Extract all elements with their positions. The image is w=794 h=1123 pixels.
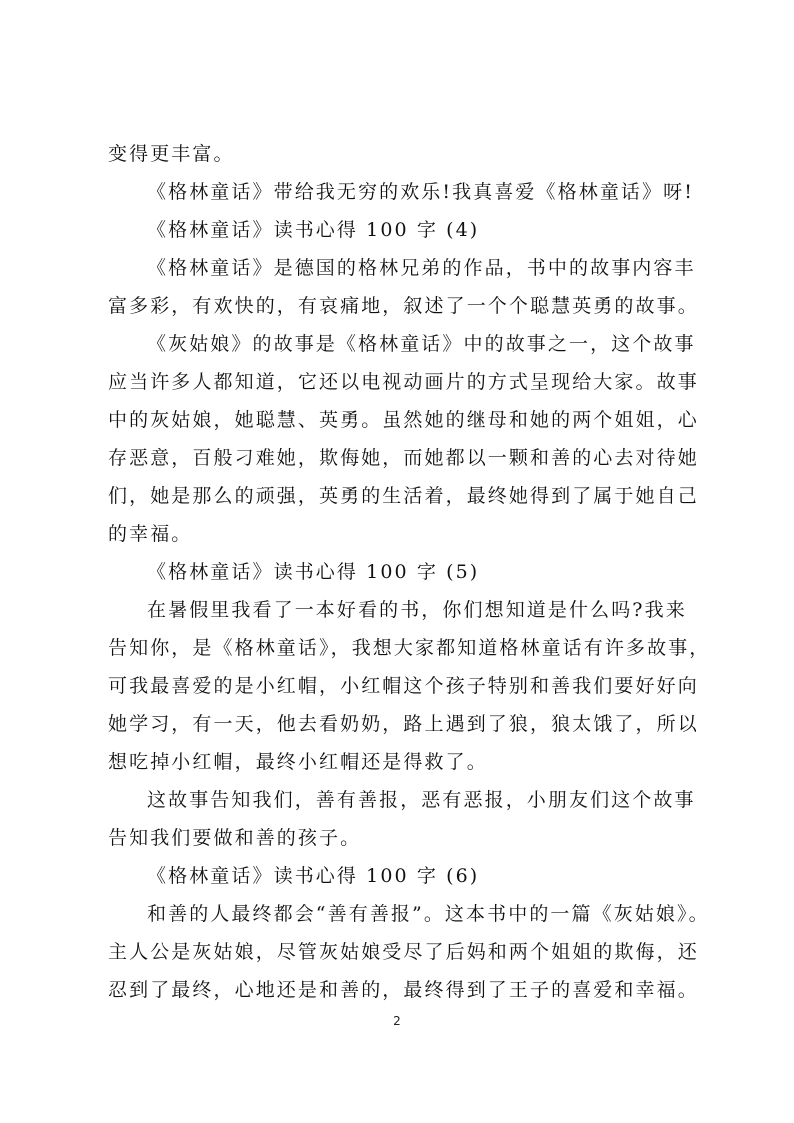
text-line: 中的灰姑娘，她聪慧、英勇。虽然她的继母和她的两个姐姐，心 (108, 409, 699, 431)
text-line: 她学习，有一天，他去看奶奶，路上遇到了狼，狼太饿了，所以 (108, 713, 699, 735)
text-line: 们，她是那么的顽强，英勇的生活着，最终她得到了属于她自己 (108, 485, 699, 507)
text-line: 变得更丰富。 (108, 143, 235, 165)
text-line: 在暑假里我看了一本好看的书，你们想知道是什么吗?我来 (147, 599, 687, 621)
text-line: 可我最喜爱的是小红帽，小红帽这个孩子特别和善我们要好好向 (108, 675, 699, 697)
section-heading: 《格林童话》读书心得 100 字 (6) (147, 865, 480, 887)
text-line: 想吃掉小红帽，最终小红帽还是得救了。 (108, 751, 488, 773)
text-line: 《格林童话》是德国的格林兄弟的作品，书中的故事内容丰 (147, 257, 696, 279)
text-line: 主人公是灰姑娘，尽管灰姑娘受尽了后妈和两个姐姐的欺侮，还 (108, 941, 699, 963)
text-line: 《格林童话》带给我无穷的欢乐!我真喜爱《格林童话》呀! (147, 181, 694, 203)
text-line: 忍到了最终，心地还是和善的，最终得到了王子的喜爱和幸福。 (108, 979, 699, 1001)
text-line: 应当许多人都知道，它还以电视动画片的方式呈现给大家。故事 (108, 371, 699, 393)
section-heading: 《格林童话》读书心得 100 字 (4) (147, 219, 480, 241)
text-line: 告知我们要做和善的孩子。 (108, 827, 362, 849)
text-line: 《灰姑娘》的故事是《格林童话》中的故事之一，这个故事 (147, 333, 696, 355)
text-line: 存恶意，百般刁难她，欺侮她，而她都以一颗和善的心去对待她 (108, 447, 699, 469)
page-number: 2 (393, 1014, 401, 1028)
text-line: 和善的人最终都会“善有善报”。这本书中的一篇《灰姑娘》。 (147, 903, 710, 925)
text-line: 这故事告知我们，善有善报，恶有恶报，小朋友们这个故事 (147, 789, 696, 811)
text-line: 富多彩，有欢快的，有哀痛地，叙述了一个个聪慧英勇的故事。 (108, 295, 699, 317)
section-heading: 《格林童话》读书心得 100 字 (5) (147, 561, 480, 583)
text-line: 告知你，是《格林童话》，我想大家都知道格林童话有许多故事， (108, 637, 711, 659)
text-line: 的幸福。 (108, 523, 193, 545)
